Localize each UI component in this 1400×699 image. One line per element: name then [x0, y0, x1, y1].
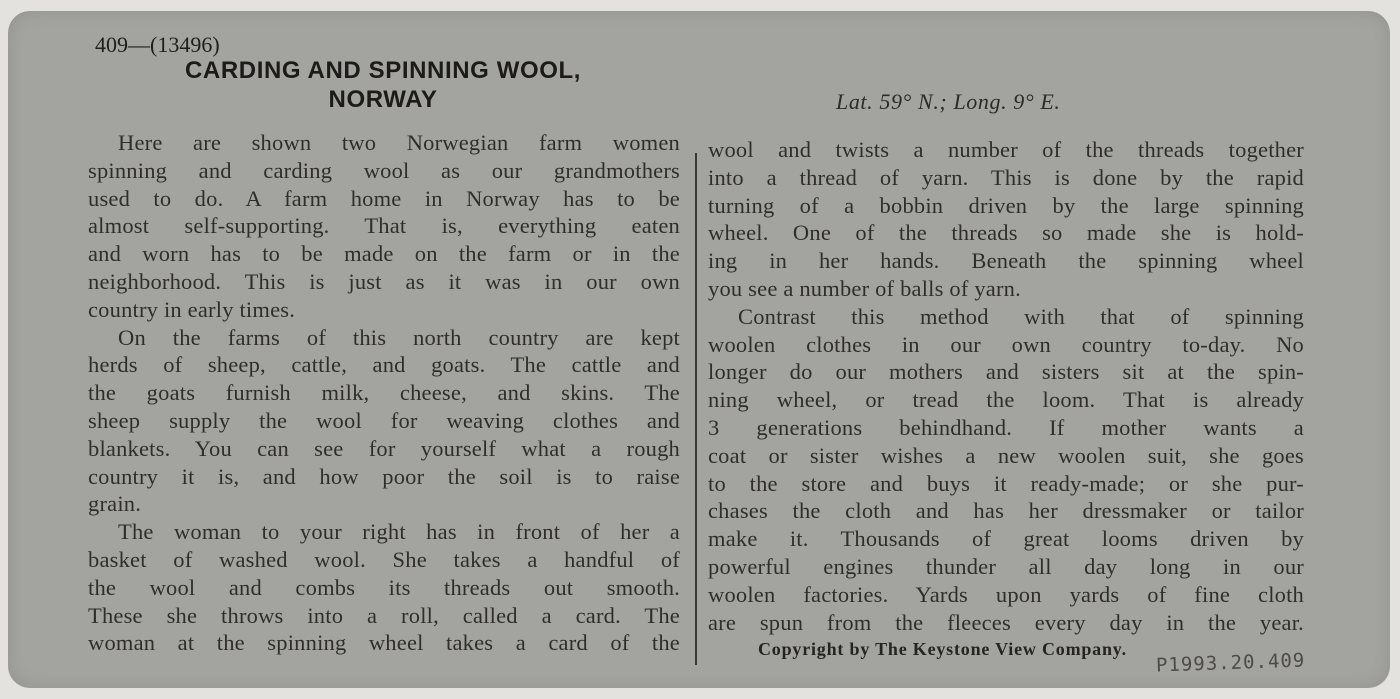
text-line: turning of a bobbin driven by the large spinning: [708, 192, 1304, 218]
text-line: almost self-supporting. That is, everything eaten: [88, 213, 680, 239]
text-line: country in early times.: [88, 296, 296, 322]
text-line: neighborhood. This is just as it was in our own: [88, 268, 680, 294]
text-line: make it. Thousands of great looms driven by: [708, 526, 1304, 552]
card-title-line-2: NORWAY: [328, 86, 438, 113]
left-text-column: [88, 129, 680, 657]
text-line: woolen clothes in our own country to-day. No: [708, 331, 1304, 357]
text-line: The woman to your right has in front of her a: [118, 519, 680, 545]
card-title-line-1: CARDING AND SPINNING WOOL,: [184, 57, 582, 84]
text-line: sheep supply the wool for weaving clothes and: [88, 407, 680, 433]
copyright-notice: Copyright by The Keystone View Company.: [758, 639, 1127, 659]
text-line: are spun from the fleeces every day in the year.: [708, 609, 1304, 635]
text-line: to the store and buys it ready-made; or she pur-: [708, 470, 1304, 496]
text-line: longer do our mothers and sisters sit at the spin-: [708, 359, 1304, 385]
text-line: you see a number of balls of yarn.: [708, 275, 1021, 301]
stereograph-card-back: [8, 11, 1390, 688]
text-line: chases the cloth and has her dressmaker or tailor: [708, 498, 1304, 524]
text-line: woman at the spinning wheel takes a card of the: [88, 630, 680, 656]
text-line: wheel. One of the threads so made she is hold-: [708, 220, 1304, 246]
text-line: These she throws into a roll, called a card. The: [88, 602, 680, 628]
text-line: ing in her hands. Beneath the spinning wheel: [708, 248, 1304, 274]
text-line: basket of washed wool. She takes a handful of: [88, 546, 680, 572]
text-line: country it is, and how poor the soil is to raise: [88, 463, 680, 489]
text-line: spinning and carding wool as our grandmothers: [88, 157, 680, 183]
text-line: into a thread of yarn. This is done by the rapid: [708, 164, 1304, 190]
text-line: powerful engines thunder all day long in our: [708, 553, 1304, 579]
text-line: blankets. You can see for yourself what a rough: [88, 435, 680, 461]
text-line: ning wheel, or tread the loom. That is already: [708, 387, 1304, 413]
text-line: wool and twists a number of the threads together: [708, 137, 1304, 162]
text-line: coat or sister wishes a new woolen suit, she goes: [708, 442, 1304, 468]
text-line: On the farms of this north country are kept: [118, 324, 680, 350]
text-line: used to do. A farm home in Norway has to be: [88, 185, 680, 211]
text-line: herds of sheep, cattle, and goats. The cattle and: [88, 352, 680, 378]
catalog-number: P1993.20.409: [1155, 649, 1306, 677]
text-line: Contrast this method with that of spinning: [738, 303, 1304, 329]
card-number: 409—(13496): [95, 32, 220, 57]
text-line: Here are shown two Norwegian farm women: [118, 130, 680, 155]
text-line: grain.: [88, 491, 142, 517]
right-text-column: [708, 136, 1304, 636]
text-line: the goats furnish milk, cheese, and skins. The: [88, 380, 680, 406]
text-line: woolen factories. Yards upon yards of fine cloth: [708, 581, 1304, 607]
text-line: 3 generations behindhand. If mother wants a: [708, 414, 1304, 440]
text-line: the wool and combs its threads out smooth.: [88, 574, 680, 600]
text-line: and worn has to be made on the farm or in the: [88, 241, 680, 267]
column-divider: [695, 153, 697, 665]
coordinates: Lat. 59° N.; Long. 9° E.: [836, 89, 1061, 114]
